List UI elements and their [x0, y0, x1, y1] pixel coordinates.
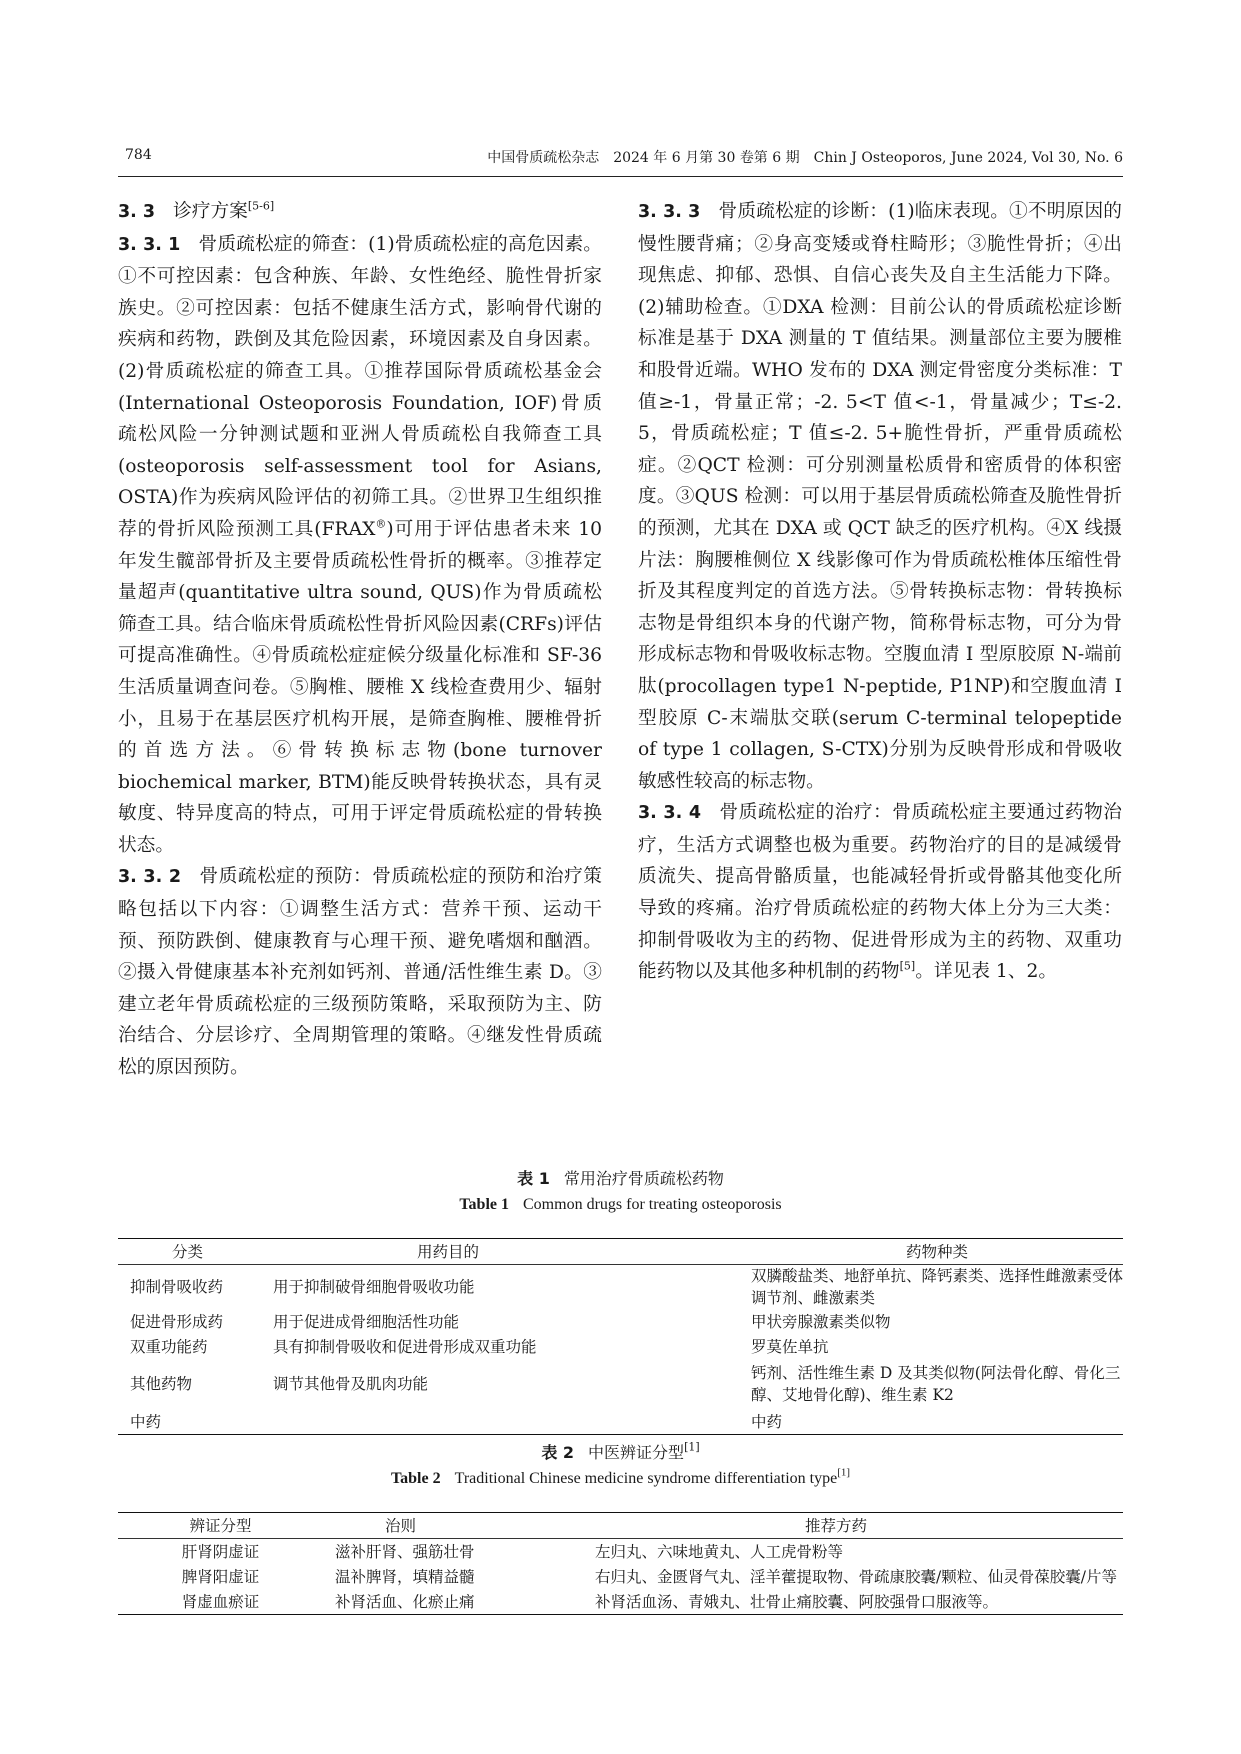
- table-cell: 双重功能药: [130, 1337, 208, 1356]
- table-row: [118, 1589, 1123, 1615]
- section-number: 3. 3. 2: [118, 867, 182, 888]
- table-row: [118, 1265, 1123, 1310]
- section-3-3-2: [118, 861, 602, 1083]
- section-number: 3. 3. 4: [638, 803, 702, 824]
- table-cell: 具有抑制骨吸收和促进骨形成双重功能: [273, 1337, 537, 1356]
- column-header: 药物种类: [905, 1242, 968, 1261]
- paragraph-text: 骨质疏松症的筛查：(1)骨质疏松症的高危因素。①不可控因素：包含种族、年龄、女性绝经、脆性骨折家族史。②可控因素：包括不健康生活方式，影响骨代谢的疾病和药物，跌倒及其危险因素，环境因素及自身因素。(2)骨质疏松症的筛查工具。①推荐国际骨质疏松基金会(International Osteoporosis Foundation, IOF)骨质疏松风险一分钟测试题和亚洲人骨质疏松自我筛查工具(osteoporosis self-assessment tool for Asians, OSTA)作为疾病风险评估的初筛工具。②世界卫生组织推荐的骨折风险预测工具(FRAX: [118, 233, 602, 540]
- header-rule: [118, 176, 1123, 177]
- table-title: 中医辨证分型: [588, 1443, 685, 1462]
- left-column: [118, 196, 602, 1084]
- table-cell: 左归丸、六味地黄丸、人工虎骨粉等: [595, 1542, 844, 1561]
- table-cell: 中药: [751, 1412, 783, 1431]
- table-cell: 中药: [130, 1412, 162, 1431]
- table-cell: 滋补肝肾、强筋壮骨: [335, 1542, 475, 1561]
- column-header: 用药目的: [417, 1242, 480, 1261]
- table-cell: 肾虚血瘀证: [181, 1592, 260, 1611]
- table-cell: 其他药物: [130, 1375, 193, 1393]
- table-label: 表 2: [541, 1443, 575, 1462]
- table-title: Common drugs for treating osteoporosis: [523, 1196, 782, 1213]
- table-row: [118, 1539, 1123, 1565]
- section-3-3-1: [118, 229, 602, 862]
- table-cell: 肝肾阴虚证: [181, 1542, 260, 1561]
- table-cell: 补肾活血汤、青娥丸、壮骨止痛胶囊、阿胶强骨口服液等。: [595, 1592, 999, 1611]
- table-cell: 罗莫佐单抗: [751, 1337, 829, 1356]
- table-cell: 双膦酸盐类、地舒单抗、降钙素类、选择性雌激素受体调节剂、雌激素类: [751, 1267, 1124, 1307]
- section-number: 3. 3. 3: [638, 202, 701, 222]
- table-cell: 右归丸、金匮肾气丸、淫羊藿提取物、骨疏康胶囊/颗粒、仙灵骨葆胶囊/片等: [595, 1567, 1117, 1586]
- section-3-3-3: [638, 196, 1122, 797]
- table-cell: 用于促进成骨细胞活性功能: [273, 1312, 460, 1331]
- table-row: [118, 1409, 1123, 1435]
- table-title: 常用治疗骨质疏松药物: [563, 1169, 724, 1188]
- table-row: [118, 1359, 1123, 1409]
- registered-mark: ®: [375, 517, 387, 531]
- column-header: 辨证分型: [189, 1516, 252, 1535]
- column-header: 推荐方药: [805, 1516, 868, 1535]
- table-cell: 钙剂、活性维生素 D 及其类似物(阿法骨化醇、骨化三醇、艾地骨化醇)、维生素 K2: [751, 1364, 1121, 1404]
- citation: [5-6]: [247, 199, 275, 213]
- table1-caption-cn: [0, 1166, 1241, 1189]
- table2: [118, 1512, 1123, 1615]
- column-header: 治则: [385, 1516, 417, 1535]
- section-number: 3. 3. 1: [118, 234, 181, 255]
- section-3-3-4: [638, 797, 1122, 988]
- journal-citation: 中国骨质疏松杂志 2024 年 6 月第 30 卷第 6 期 Chin J Osteoporos, June 2024, Vol 30, No. 6: [487, 150, 1123, 166]
- column-header: 分类: [171, 1242, 203, 1261]
- table-row: [118, 1309, 1123, 1334]
- page-number: 784: [125, 147, 152, 163]
- citation: [1]: [837, 1466, 851, 1479]
- table2-caption-en: [0, 1466, 1241, 1488]
- table-header-row: [118, 1513, 1123, 1539]
- paragraph-text: 。详见表 1、2。: [915, 961, 1058, 983]
- table-cell: 甲状旁腺激素类似物: [751, 1312, 891, 1331]
- paragraph-text: 骨质疏松症的预防：骨质疏松症的预防和治疗策略包括以下内容：①调整生活方式：营养干预、运动干预、预防跌倒、健康教育与心理干预、避免嗜烟和酗酒。②摄入骨健康基本补充剂如钙剂、普通/活性维生素 D。③建立老年骨质疏松症的三级预防策略，采取预防为主、防治结合、分层诊疗、全周期管理的策略。④继发性骨质疏松的原因预防。: [118, 866, 602, 1079]
- citation: [1]: [684, 1440, 700, 1454]
- section-3-3-heading: [118, 196, 602, 229]
- table-cell: 用于抑制破骨细胞骨吸收功能: [273, 1278, 475, 1296]
- running-header: [125, 147, 1123, 169]
- table-cell: 温补脾肾，填精益髓: [335, 1567, 475, 1586]
- section-title: 诊疗方案: [173, 201, 248, 222]
- table-row: [118, 1334, 1123, 1359]
- table-label: Table 2: [390, 1470, 441, 1487]
- table-cell: 调节其他骨及肌肉功能: [273, 1375, 429, 1393]
- table-header-row: [118, 1239, 1123, 1265]
- table-cell: 补肾活血、化瘀止痛: [335, 1592, 475, 1611]
- table-cell: [257, 1409, 751, 1435]
- table-title: Traditional Chinese medicine syndrome differentiation type: [454, 1470, 838, 1487]
- paragraph-text: )可用于评估患者未来 10 年发生髋部骨折及主要骨质疏松性骨折的概率。③推荐定量超声(quantitative ultra sound, QUS)作为骨质疏松筛查工具。结合临床骨质疏松性骨折风险因素(CRFs)评估可提高准确性。④骨质疏松症症候分级量化标准和 SF-36 生活质量调查问卷。⑤胸椎、腰椎 X 线检查费用少、辐射小，且易于在基层医疗机构开展，是筛查胸椎、腰椎骨折的首选方法。⑥骨转换标志物(bone turnover biochemical marker, BTM)能反映骨转换状态，具有灵敏度、特异度高的特点，可用于评定骨质疏松症的骨转换状态。: [118, 518, 602, 856]
- table-row: [118, 1564, 1123, 1589]
- table1-caption-en: [0, 1196, 1241, 1214]
- table-cell: 促进骨形成药: [130, 1312, 224, 1331]
- section-number: 3. 3: [118, 202, 156, 222]
- table-cell: 脾肾阳虚证: [181, 1567, 260, 1586]
- citation: [5]: [899, 959, 916, 973]
- table-label: 表 1: [517, 1169, 550, 1188]
- table2-caption-cn: [0, 1440, 1241, 1463]
- table1: [118, 1238, 1123, 1435]
- table-label: Table 1: [459, 1196, 509, 1213]
- right-column: [638, 196, 1122, 988]
- paragraph-text: 骨质疏松症的治疗：骨质疏松症主要通过药物治疗，生活方式调整也极为重要。药物治疗的目的是减缓骨质流失、提高骨骼质量，也能减轻骨折或骨骼其他变化所导致的疼痛。治疗骨质疏松症的药物大体上分为三大类：抑制骨吸收为主的药物、促进骨形成为主的药物、双重功能药物以及其他多种机制的药物: [638, 802, 1122, 983]
- table-cell: 抑制骨吸收药: [130, 1278, 224, 1296]
- paragraph-text: 骨质疏松症的诊断：(1)临床表现。①不明原因的慢性腰背痛；②身高变矮或脊柱畸形；③脆性骨折；④出现焦虑、抑郁、恐惧、自信心丧失及自主生活能力下降。(2)辅助检查。①DXA 检测：目前公认的骨质疏松症诊断标准是基于 DXA 测量的 T 值结果。测量部位主要为腰椎和股骨近端。WHO 发布的 DXA 测定骨密度分类标准：T 值≥-1，骨量正常；-2. 5<T 值<-1，骨量减少；T≤-2. 5，骨质疏松症；T 值≤-2. 5+脆性骨折，严重骨质疏松症。②QCT 检测：可分别测量松质骨和密质骨的体积密度。③QUS 检测：可以用于基层骨质疏松筛查及脆性骨折的预测，尤其在 DXA 或 QCT 缺乏的医疗机构。④X 线摄片法：胸腰椎侧位 X 线影像可作为骨质疏松椎体压缩性骨折及其程度判定的首选方法。⑤骨转换标志物：骨转换标志物是骨组织本身的代谢产物，简称骨标志物，可分为骨形成标志物和骨吸收标志物。空腹血清 Ⅰ 型原胶原 N-端前肽(procollagen type1 N-peptide, P1NP)和空腹血清 Ⅰ 型胶原 C-末端肽交联(serum C-terminal telopeptide of type 1 collagen, S-CTX)分别为反映骨形成和骨吸收敏感性较高的标志物。: [638, 201, 1122, 792]
